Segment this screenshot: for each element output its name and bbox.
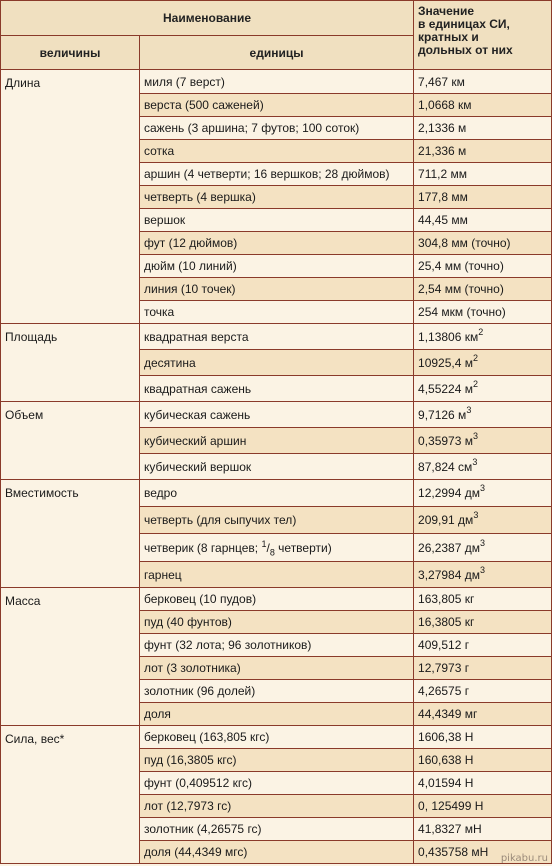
- unit-text: лот (12,7973 гс): [144, 799, 232, 813]
- header-value-line: в единицах СИ,: [418, 17, 510, 31]
- unit-cell: [140, 350, 414, 376]
- value-text: 87,824 см: [418, 459, 473, 474]
- value-text: 409,512 г: [418, 638, 470, 652]
- unit-text: кубическая сажень: [144, 407, 251, 422]
- unit-cell: [140, 634, 414, 657]
- value-text: 209,91 дм: [418, 513, 474, 527]
- unit-text: линия (10 точек): [144, 282, 236, 296]
- value-cell: [414, 634, 552, 657]
- value-text: 0,435758 мН: [418, 845, 489, 859]
- unit-cell: [140, 163, 414, 186]
- group-name-cell: Площадь: [1, 324, 140, 402]
- watermark: pikabu.ru: [500, 853, 548, 864]
- value-text: 4,01594 Н: [418, 776, 474, 790]
- header-name: Наименование: [1, 1, 414, 36]
- unit-text: фунт (32 лота; 96 золотников): [144, 638, 312, 652]
- unit-text: доля (44,4349 мгс): [144, 845, 248, 859]
- value-cell: [414, 376, 552, 402]
- table-row: [1, 324, 552, 350]
- value-cell: [414, 726, 552, 749]
- value-text: 1,13806 км: [418, 329, 479, 344]
- group-name-cell: Длина: [1, 70, 140, 324]
- unit-text: четверть (для сыпучих тел): [144, 513, 297, 527]
- value-cell: [414, 657, 552, 680]
- value-text: 2,54 мм (точно): [418, 282, 504, 296]
- value-cell: [414, 749, 552, 772]
- unit-cell: [140, 402, 414, 428]
- value-text: 7,467 км: [418, 74, 465, 89]
- value-exponent: 2: [472, 378, 478, 389]
- value-cell: [414, 209, 552, 232]
- value-cell: [414, 163, 552, 186]
- value-text: 12,2994 дм: [418, 486, 480, 500]
- table-row: [1, 726, 552, 749]
- value-cell: [414, 117, 552, 140]
- value-exponent: 3: [479, 564, 485, 575]
- value-exponent: 2: [478, 326, 484, 337]
- value-cell: [414, 140, 552, 163]
- unit-cell: [140, 749, 414, 772]
- value-cell: [414, 301, 552, 324]
- unit-cell: [140, 588, 414, 611]
- value-text: 163,805 кг: [418, 592, 475, 606]
- value-text: 41,8327 мН: [418, 822, 482, 836]
- value-text: 25,4 мм (точно): [418, 259, 504, 273]
- value-exponent: 3: [466, 404, 472, 415]
- unit-text: десятина: [144, 355, 196, 370]
- unit-cell: [140, 611, 414, 634]
- unit-cell: [140, 94, 414, 117]
- value-text: 12,7973 г: [418, 661, 470, 675]
- value-cell: [414, 795, 552, 818]
- value-cell: [414, 703, 552, 726]
- group-name-cell: Сила, вес*: [1, 726, 140, 864]
- unit-text: сажень (3 аршина; 7 футов; 100 соток): [144, 121, 360, 135]
- value-text: 2,1336 м: [418, 121, 467, 135]
- fraction-separator: /: [266, 540, 270, 555]
- value-exponent: 3: [479, 483, 485, 493]
- unit-text: фунт (0,409512 кгс): [144, 776, 252, 790]
- header-value-line: Значение: [418, 4, 475, 18]
- value-exponent: 3: [472, 430, 478, 441]
- value-cell: [414, 70, 552, 94]
- value-cell: [414, 402, 552, 428]
- value-text: 160,638 Н: [418, 753, 474, 767]
- unit-cell: [140, 117, 414, 140]
- value-cell: [414, 507, 552, 534]
- table-row: [1, 480, 552, 507]
- value-exponent: 3: [479, 537, 485, 548]
- value-text: 3,27984 дм: [418, 567, 480, 582]
- unit-cell: [140, 278, 414, 301]
- value-text: 9,7126 м: [418, 407, 467, 422]
- value-text: 4,26575 г: [418, 684, 470, 698]
- unit-text: квадратная верста: [144, 329, 249, 344]
- value-text: 254 мкм (точно): [418, 305, 506, 319]
- unit-cell: [140, 324, 414, 350]
- unit-cell: [140, 480, 414, 507]
- value-cell: [414, 94, 552, 117]
- value-cell: [414, 680, 552, 703]
- unit-text: кубический аршин: [144, 433, 247, 448]
- value-exponent: 3: [473, 510, 479, 520]
- unit-text: берковец (10 пудов): [144, 592, 257, 606]
- value-exponent: 3: [472, 456, 478, 467]
- value-cell: [414, 818, 552, 841]
- header-value-line: кратных и: [418, 30, 479, 44]
- unit-text: пуд (16,3805 кгс): [144, 753, 237, 767]
- value-text: 0, 125499 Н: [418, 799, 484, 813]
- unit-cell: [140, 376, 414, 402]
- unit-text: берковец (163,805 кгс): [144, 730, 270, 744]
- unit-text: четверик (8 гарнцев;: [144, 540, 262, 555]
- value-text: 4,55224 м: [418, 381, 473, 396]
- unit-text: четверть (4 вершка): [144, 190, 256, 204]
- value-cell: [414, 428, 552, 454]
- unit-text: кубический вершок: [144, 459, 252, 474]
- value-text: 711,2 мм: [418, 167, 467, 181]
- unit-text: золотник (96 долей): [144, 684, 256, 698]
- unit-cell: [140, 255, 414, 278]
- unit-cell: [140, 507, 414, 534]
- header-value-line: дольных от них: [418, 43, 513, 57]
- unit-text: пуд (40 фунтов): [144, 615, 232, 629]
- value-cell: [414, 534, 552, 562]
- unit-cell: [140, 772, 414, 795]
- table-row: [1, 402, 552, 428]
- unit-cell: [140, 562, 414, 588]
- value-text: 1,0668 км: [418, 98, 472, 112]
- value-cell: [414, 480, 552, 507]
- unit-cell: [140, 703, 414, 726]
- unit-text: доля: [144, 707, 171, 721]
- value-text: 16,3805 кг: [418, 615, 475, 629]
- group-name-cell: Вместимость: [1, 480, 140, 588]
- unit-cell: [140, 209, 414, 232]
- value-cell: [414, 255, 552, 278]
- value-exponent: 2: [472, 352, 478, 363]
- unit-cell: [140, 428, 414, 454]
- value-text: 10925,4 м: [418, 355, 473, 370]
- value-text: 304,8 мм (точно): [418, 236, 511, 250]
- value-cell: [414, 324, 552, 350]
- unit-text-tail: четверти): [274, 540, 332, 555]
- unit-cell: [140, 841, 414, 864]
- unit-text: лот (3 золотника): [144, 661, 241, 675]
- header-quantities: величины: [1, 36, 140, 70]
- value-text: 1606,38 Н: [418, 730, 474, 744]
- unit-cell: [140, 534, 414, 562]
- table-row: [1, 588, 552, 611]
- value-cell: [414, 454, 552, 480]
- group-name-cell: Масса: [1, 588, 140, 726]
- value-cell: [414, 278, 552, 301]
- unit-text: вершок: [144, 213, 186, 227]
- value-cell: [414, 232, 552, 255]
- table-body: [1, 70, 552, 864]
- value-cell: [414, 772, 552, 795]
- unit-cell: [140, 301, 414, 324]
- unit-text: гарнец: [144, 567, 182, 582]
- unit-text: точка: [144, 305, 175, 319]
- value-text: 177,8 мм: [418, 190, 468, 204]
- unit-cell: [140, 70, 414, 94]
- unit-text: ведро: [144, 486, 177, 500]
- unit-text: сотка: [144, 144, 175, 158]
- value-cell: [414, 588, 552, 611]
- value-cell: [414, 611, 552, 634]
- fraction-numerator: 1: [261, 538, 267, 549]
- value-text: 44,45 мм: [418, 213, 468, 227]
- unit-text: дюйм (10 линий): [144, 259, 237, 273]
- unit-text: миля (7 верст): [144, 74, 225, 89]
- unit-cell: [140, 795, 414, 818]
- unit-text: аршин (4 четверти; 16 вершков; 28 дюймов): [144, 167, 390, 181]
- unit-text: фут (12 дюймов): [144, 236, 238, 250]
- unit-cell: [140, 186, 414, 209]
- value-text: 44,4349 мг: [418, 707, 478, 721]
- header-units: единицы: [140, 36, 414, 70]
- value-cell: [414, 562, 552, 588]
- unit-cell: [140, 140, 414, 163]
- unit-text: квадратная сажень: [144, 381, 252, 396]
- value-text: 21,336 м: [418, 144, 467, 158]
- table-row: [1, 70, 552, 94]
- unit-cell: [140, 232, 414, 255]
- unit-cell: [140, 657, 414, 680]
- fraction-denominator: 8: [269, 546, 275, 557]
- value-cell: [414, 350, 552, 376]
- unit-cell: [140, 818, 414, 841]
- group-name-cell: Объем: [1, 402, 140, 480]
- unit-cell: [140, 454, 414, 480]
- value-text: 26,2387 дм: [418, 540, 480, 555]
- table-header: [1, 1, 552, 70]
- unit-cell: [140, 726, 414, 749]
- value-text: 0,35973 м: [418, 433, 473, 448]
- header-value: [414, 1, 552, 70]
- unit-text: верста (500 саженей): [144, 98, 264, 112]
- unit-text: золотник (4,26575 гс): [144, 822, 262, 836]
- value-cell: [414, 186, 552, 209]
- unit-cell: [140, 680, 414, 703]
